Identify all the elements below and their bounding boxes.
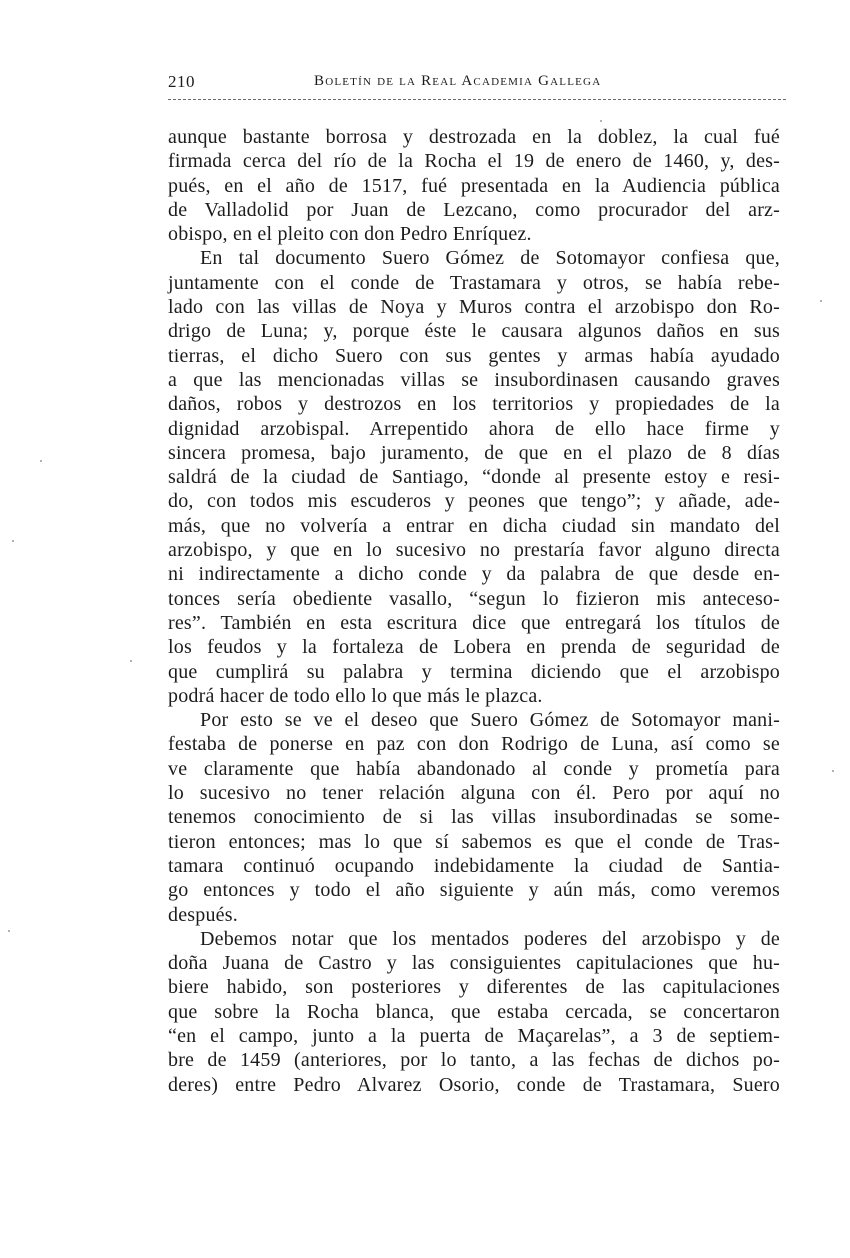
text-line: “en el campo, junto a la puerta de Maçarelas”, a 3 de septiem- — [168, 1024, 780, 1047]
text-line: dignidad arzobispal. Arrepentido ahora de ello hace firme y — [168, 417, 780, 440]
text-line: sincera promesa, bajo juramento, de que en el plazo de 8 días — [168, 441, 780, 464]
text-line: tonces sería obediente vasallo, “segun lo fizieron mis anteceso- — [168, 587, 780, 610]
scan-speck — [12, 540, 14, 542]
text-line: obispo, en el pleito con don Pedro Enríquez. — [168, 223, 532, 246]
text-line: res”. También en esta escritura dice que entregará los títulos de — [168, 611, 780, 634]
text-line: daños, robos y destrozos en los territorios y propiedades de la — [168, 393, 780, 416]
text-line: firmada cerca del río de la Rocha el 19 de enero de 1460, y, des- — [168, 150, 780, 173]
text-line: que sobre la Rocha blanca, que estaba cercada, se concertaron — [168, 1000, 780, 1023]
text-line: Por esto se ve el deseo que Suero Gómez de Sotomayor mani- — [200, 709, 780, 732]
header-rule — [168, 99, 786, 100]
text-line: los feudos y la fortaleza de Lobera en prenda de seguridad de — [168, 636, 780, 659]
text-line: arzobispo, y que en lo sucesivo no prestaría favor alguno directa — [168, 539, 780, 562]
text-line: después. — [168, 903, 238, 926]
text-line: ve claramente que había abandonado al conde y prometía para — [168, 757, 780, 780]
text-line: que cumplirá su palabra y termina diciendo que el arzobispo — [168, 660, 780, 683]
text-line: juntamente con el conde de Trastamara y otros, se había rebe- — [168, 271, 780, 294]
text-line: saldrá de la ciudad de Santiago, “donde al presente estoy e resi- — [168, 466, 780, 489]
text-line: En tal documento Suero Gómez de Sotomayor confiesa que, — [200, 247, 780, 270]
text-line: ni indirectamente a dicho conde y da palabra de que desde en- — [168, 563, 780, 586]
text-line: más, que no volvería a entrar en dicha ciudad sin mandato del — [168, 514, 780, 537]
text-line: Debemos notar que los mentados poderes del arzobispo y de — [200, 927, 780, 950]
text-line: deres) entre Pedro Alvarez Osorio, conde de Trastamara, Suero — [168, 1073, 780, 1096]
text-line: a que las mencionadas villas se insubordinasen causando graves — [168, 368, 780, 391]
text-line: bre de 1459 (anteriores, por lo tanto, a las fechas de dichos po- — [168, 1049, 780, 1072]
scan-speck — [600, 120, 602, 122]
text-line: drigo de Luna; y, porque éste le causara algunos daños en sus — [168, 320, 780, 343]
text-line: podrá hacer de todo ello lo que más le plazca. — [168, 684, 543, 707]
text-line: go entonces y todo el año siguiente y aún más, como veremos — [168, 879, 780, 902]
scan-speck — [8, 930, 10, 932]
text-line: tenemos conocimiento de si las villas insubordinadas se some- — [168, 806, 780, 829]
text-line: tamara continuó ocupando indebidamente la ciudad de Santia- — [168, 854, 780, 877]
text-line: de Valladolid por Juan de Lezcano, como procurador del arz- — [168, 198, 780, 221]
text-line: lado con las villas de Noya y Muros contra el arzobispo don Ro- — [168, 296, 780, 319]
text-line: do, con todos mis escuderos y peones que tengo”; y añade, ade- — [168, 490, 780, 513]
text-line: lo sucesivo no tener relación alguna con él. Pero por aquí no — [168, 782, 780, 805]
text-line: biere habido, son posteriores y diferentes de las capitulaciones — [168, 976, 780, 999]
page-header — [168, 72, 786, 94]
scan-speck — [130, 660, 132, 662]
text-line: festaba de ponerse en paz con don Rodrigo de Luna, así como se — [168, 733, 780, 756]
running-title: Boletín de la Real Academia Gallega — [314, 73, 602, 89]
scan-speck — [40, 460, 42, 462]
scan-speck — [832, 770, 834, 772]
text-line: tierras, el dicho Suero con sus gentes y armas había ayudado — [168, 344, 780, 367]
scan-speck — [820, 300, 822, 302]
page-number: 210 — [168, 72, 195, 91]
text-line: aunque bastante borrosa y destrozada en la doblez, la cual fué — [168, 126, 780, 148]
body-text — [168, 125, 780, 1097]
text-line: doña Juana de Castro y las consiguientes capitulaciones que hu- — [168, 952, 780, 975]
text-line: pués, en el año de 1517, fué presentada en la Audiencia pública — [168, 174, 780, 197]
text-line: tieron entonces; mas lo que sí sabemos es que el conde de Tras- — [168, 830, 780, 853]
